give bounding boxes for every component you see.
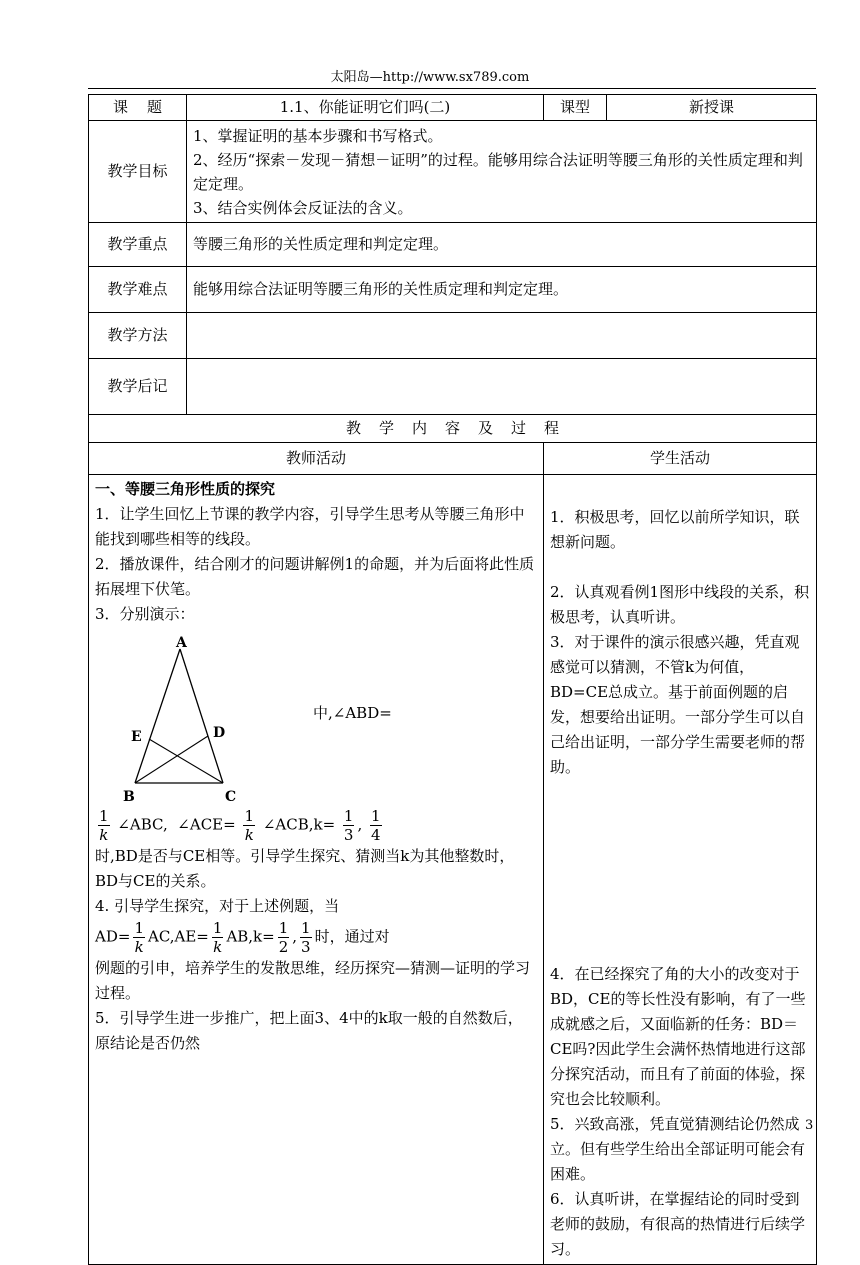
activity-header-row	[89, 443, 817, 475]
method-row	[89, 313, 817, 359]
section-title: 一、等腰三角形性质的探究	[95, 480, 276, 498]
notes-value	[187, 359, 817, 415]
student-step-6: 6．认真听讲，在掌握结论的同时受到老师的鼓励，有很高的热情进行后续学习。	[550, 1190, 806, 1258]
teacher-step-4a: 4. 引导学生探究，对于上述例题，当	[95, 897, 340, 915]
student-step-5: 5．兴致高涨，凭直觉猜测结论仍然成立。但有些学生给出全部证明可能会有困难。	[550, 1115, 806, 1183]
student-header: 学生活动	[544, 443, 817, 475]
activity-content-row	[89, 475, 817, 1265]
topic-label: 课 题	[89, 95, 187, 121]
teacher-step-3b: 时,BD是否与CE相等。引导学生探究、猜测当k为其他整数时，BD与CE的关系。	[95, 847, 515, 890]
notes-row	[89, 359, 817, 415]
goals-label: 教学目标	[89, 121, 187, 223]
goal-item: 2、经历“探索－发现－猜想－证明”的过程。能够用综合法证明等腰三角形的关性质定理和判定定理。	[193, 150, 803, 193]
page-header: 太阳岛—http://www.sx789.com	[330, 70, 530, 85]
lesson-plan-table	[88, 94, 817, 1265]
difficulty-label: 教学难点	[89, 267, 187, 313]
student-activity	[544, 475, 817, 1265]
teacher-step-3: 3．分别演示：	[95, 605, 195, 623]
key-row	[89, 223, 817, 267]
difficulty-value: 能够用综合法证明等腰三角形的关性质定理和判定定理。	[187, 267, 817, 313]
formula-2: AD= $\frac{1}{k}$ AC,AE= $\frac{1}{k}$ AB,k= $\frac{1}{2}$ , $\frac{1}{3}$ 时，通过对	[95, 919, 390, 956]
point-d-label: D	[213, 725, 226, 741]
teacher-step-5: 5．引导学生进一步推广，把上面3、4中的k取一般的自然数后，原结论是否仍然	[95, 1009, 523, 1052]
vertex-c-label: C	[225, 789, 237, 805]
student-step-1: 1．积极思考，回忆以前所学知识，联想新问题。	[550, 508, 800, 551]
difficulty-row	[89, 267, 817, 313]
goals-list	[187, 121, 817, 223]
goal-item: 3、结合实例体会反证法的含义。	[193, 198, 413, 217]
goal-item: 1、掌握证明的基本步骤和书写格式。	[193, 126, 443, 145]
vertex-a-label: A	[176, 635, 187, 651]
teacher-step-4b: 例题的引申，培养学生的发散思维，经历探究—猜测—证明的学习过程。	[95, 959, 531, 1002]
teacher-step-2: 2．播放课件，结合刚才的问题讲解例1的命题，并为后面将此性质拓展埋下伏笔。	[95, 555, 535, 598]
page-number: 3	[805, 1118, 814, 1133]
key-label: 教学重点	[89, 223, 187, 267]
point-e-label: E	[131, 729, 142, 745]
topic-value: 1.1、你能证明它们吗(二)	[187, 95, 544, 121]
triangle-figure	[95, 627, 537, 803]
type-value: 新授课	[607, 95, 817, 121]
student-step-2: 2．认真观看例1图形中线段的关系，积极思考，认真听讲。	[550, 583, 810, 626]
method-label: 教学方法	[89, 313, 187, 359]
header-rule	[88, 88, 816, 89]
figure-caption: 中,∠ABD=	[313, 704, 392, 722]
method-value	[187, 313, 817, 359]
formula-1: $\frac{1}{k}$ ∠ABC, ∠ACE= $\frac{1}{k}$ ∠ACB,k= $\frac{1}{3}$ , $\frac{1}{4}$	[99, 807, 381, 844]
goals-row	[89, 121, 817, 223]
topic-row	[89, 95, 817, 121]
student-step-4: 4．在已经探究了角的大小的改变对于BD，CE的等长性没有影响，有了一些成就感之后，又面临新的任务：BD＝CE吗?因此学生会满怀热情地进行这部分探究活动，而且有了前面的体验，探究也会比较顺利。	[550, 965, 806, 1108]
teacher-step-1: 1．让学生回忆上节课的教学内容，引导学生思考从等腰三角形中能找到哪些相等的线段。	[95, 505, 525, 548]
student-step-3: 3．对于课件的演示很感兴趣，凭直观感觉可以猜测，不管k为何值，BD=CE总成立。基于前面例题的启发，想要给出证明。一部分学生可以自己给出证明，一部分学生需要老师的帮助。	[550, 633, 806, 776]
triangle-diagram	[105, 635, 245, 805]
notes-label: 教学后记	[89, 359, 187, 415]
teacher-activity	[89, 475, 544, 1265]
teacher-header: 教师活动	[89, 443, 544, 475]
process-title: 教 学 内 容 及 过 程	[89, 415, 817, 443]
key-value: 等腰三角形的关性质定理和判定定理。	[187, 223, 817, 267]
process-title-row	[89, 415, 817, 443]
type-label: 课型	[544, 95, 607, 121]
vertex-b-label: B	[123, 789, 135, 805]
